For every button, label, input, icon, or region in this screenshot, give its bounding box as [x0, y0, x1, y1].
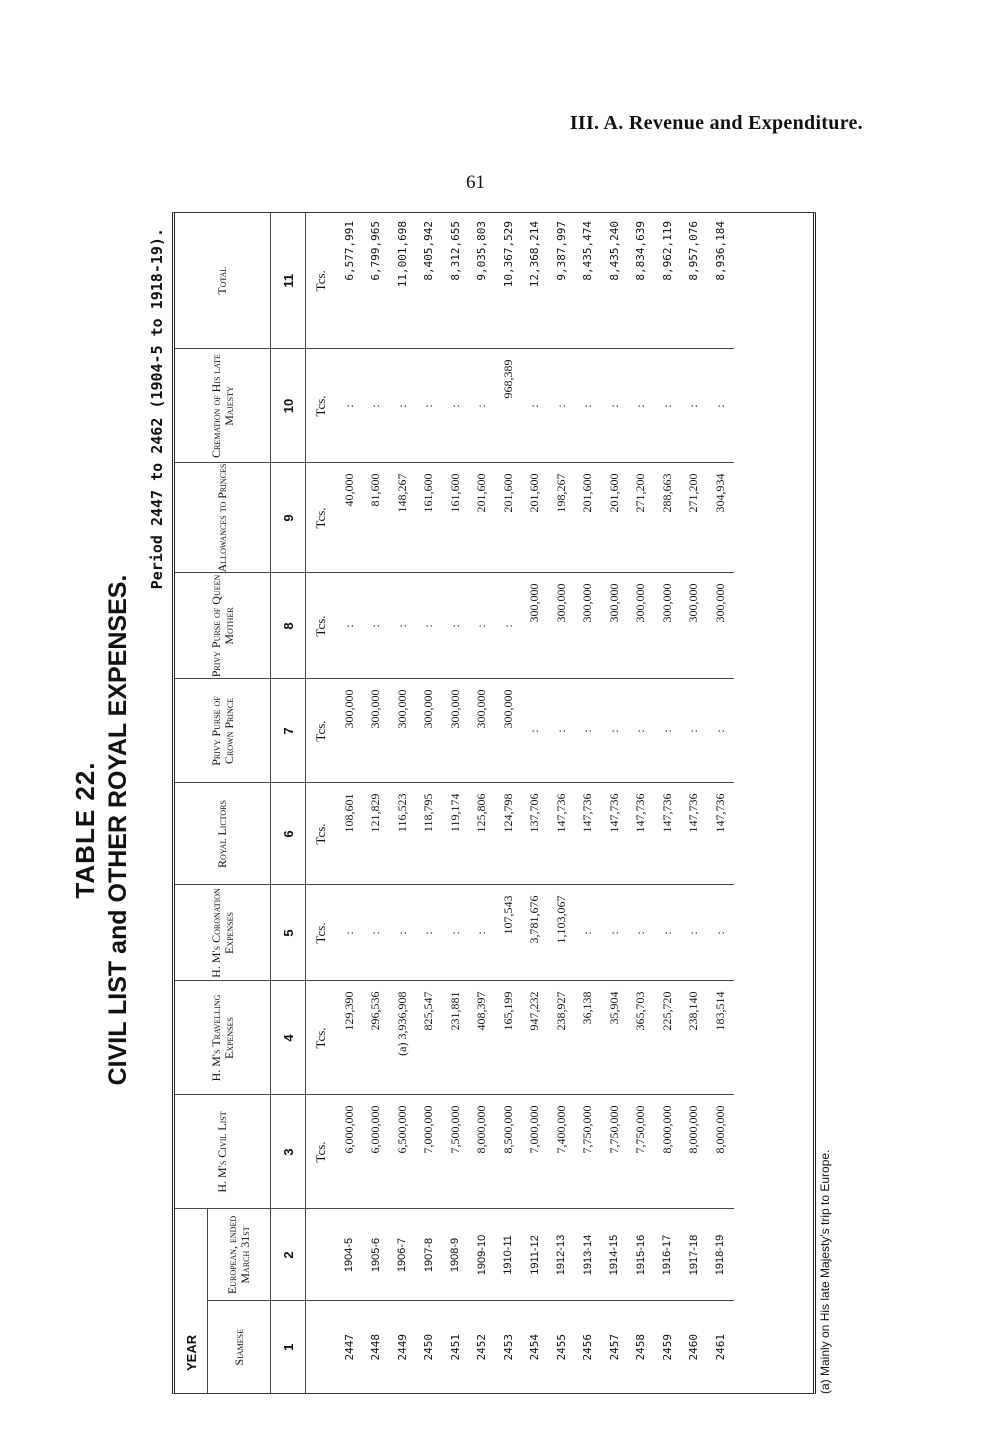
- unit-label: Tcs.: [306, 885, 337, 981]
- table-cell: 1909-10: [469, 1209, 496, 1301]
- table-cell: 2458: [628, 1301, 655, 1393]
- table-cell: 147,736: [707, 783, 734, 885]
- table-cell: 300,000: [681, 573, 708, 679]
- table-cell: 107,543: [495, 885, 522, 981]
- table-cell: 1911-12: [522, 1209, 549, 1301]
- table-cell: 238,927: [548, 981, 575, 1095]
- table-cell: 1913-14: [575, 1209, 602, 1301]
- table-cell: 7,000,000: [416, 1095, 443, 1209]
- unit-label: Tcs.: [306, 573, 337, 679]
- table-cell: 147,736: [575, 783, 602, 885]
- table-cell: 147,736: [654, 783, 681, 885]
- table-cell: 2450: [416, 1301, 443, 1393]
- table-cell: 296,536: [363, 981, 390, 1095]
- table-cell: 3,781,676: [522, 885, 549, 981]
- table-cell: 2449: [389, 1301, 416, 1393]
- table-row: [469, 213, 496, 1393]
- table-row: [548, 213, 575, 1393]
- table-cell: :: [416, 573, 443, 679]
- table-cell: :: [628, 885, 655, 981]
- col-header-2: European, ended March 31st: [208, 1209, 271, 1301]
- table-cell: 8,435,474: [581, 221, 595, 281]
- col-header-9: Allowances to Princes: [175, 463, 271, 573]
- table-cell: 121,829: [363, 783, 390, 885]
- table-cell: 1918-19: [707, 1209, 734, 1301]
- table-cell: 119,174: [442, 783, 469, 885]
- table-cell: 1912-13: [548, 1209, 575, 1301]
- table-row: [363, 213, 390, 1393]
- unit-label: Tcs.: [306, 783, 337, 885]
- table-cell: 1905-6: [363, 1209, 390, 1301]
- table-cell: 300,000: [336, 679, 363, 783]
- table-cell: :: [442, 573, 469, 679]
- table-cell: :: [575, 885, 602, 981]
- table-cell: 304,934: [707, 463, 734, 573]
- table-cell: 300,000: [469, 679, 496, 783]
- table-cell: :: [469, 885, 496, 981]
- table-cell: :: [522, 349, 549, 463]
- table-cell: 6,799,965: [369, 221, 383, 281]
- table-cell: 2456: [575, 1301, 602, 1393]
- page-number: 61: [466, 172, 485, 193]
- table-cell: 1917-18: [681, 1209, 708, 1301]
- table-cell: 7,400,000: [548, 1095, 575, 1209]
- table-cell: 108,601: [336, 783, 363, 885]
- table-cell: 201,600: [469, 463, 496, 573]
- col-num-4: 4: [271, 981, 306, 1095]
- table-cell: 1910-11: [495, 1209, 522, 1301]
- table-row: [416, 213, 443, 1393]
- table-cell: 9,035,803: [475, 221, 489, 281]
- table-row: [522, 213, 549, 1393]
- table-cell: 2448: [363, 1301, 390, 1393]
- table-cell: 148,267: [389, 463, 416, 573]
- table-cell: :: [654, 679, 681, 783]
- col-header-5: H. M's Coronation Expenses: [175, 885, 271, 981]
- table-cell: 2457: [601, 1301, 628, 1393]
- table-cell: 1,103,067: [548, 885, 575, 981]
- table-cell: :: [336, 349, 363, 463]
- table-cell: 7,500,000: [442, 1095, 469, 1209]
- table-cell: 201,600: [495, 463, 522, 573]
- table-row: [628, 213, 655, 1393]
- table-cell: 271,200: [628, 463, 655, 573]
- col-header-11: Total: [175, 213, 271, 349]
- table-cell: 300,000: [495, 679, 522, 783]
- table-cell: 11,001,698: [395, 221, 409, 288]
- col-num-11: 11: [271, 213, 306, 349]
- table-row: [389, 213, 416, 1393]
- table-cell: :: [654, 885, 681, 981]
- table-cell: :: [469, 573, 496, 679]
- table-cell: 2455: [548, 1301, 575, 1393]
- table-cell: :: [707, 885, 734, 981]
- table-cell: :: [601, 349, 628, 463]
- table-cell: 147,736: [601, 783, 628, 885]
- table-title: CIVIL LIST and OTHER ROYAL EXPENSES.: [104, 574, 132, 1086]
- table-cell: :: [442, 885, 469, 981]
- table-cell: 365,703: [628, 981, 655, 1095]
- table-cell: 225,720: [654, 981, 681, 1095]
- table-cell: 6,500,000: [389, 1095, 416, 1209]
- table-cell: 300,000: [548, 573, 575, 679]
- table-cell: 8,405,942: [422, 221, 436, 281]
- col-header-6: Royal Lictors: [175, 783, 271, 885]
- table-cell: 118,795: [416, 783, 443, 885]
- table-cell: 825,547: [416, 981, 443, 1095]
- table-cell: 129,390: [336, 981, 363, 1095]
- col-num-3: 3: [271, 1095, 306, 1209]
- table-cell: 1906-7: [389, 1209, 416, 1301]
- unit-label: Tcs.: [306, 679, 337, 783]
- table-cell: 2454: [522, 1301, 549, 1393]
- table-cell: 300,000: [363, 679, 390, 783]
- table-cell: 6,577,991: [342, 221, 356, 281]
- table-cell: 7,750,000: [575, 1095, 602, 1209]
- table-cell: 288,663: [654, 463, 681, 573]
- table-cell: :: [389, 885, 416, 981]
- table-cell: 116,523: [389, 783, 416, 885]
- table-cell: :: [681, 349, 708, 463]
- year-group-header: YEAR: [175, 1209, 208, 1393]
- table-cell: 300,000: [416, 679, 443, 783]
- col-num-1: 1: [271, 1301, 306, 1393]
- table-row: [654, 213, 681, 1393]
- col-num-5: 5: [271, 885, 306, 981]
- table-cell: 8,936,184: [713, 221, 727, 281]
- table-cell: :: [336, 573, 363, 679]
- unit-label: Tcs.: [306, 463, 337, 573]
- table-cell: :: [601, 679, 628, 783]
- table-cell: 8,000,000: [681, 1095, 708, 1209]
- table-cell: :: [575, 679, 602, 783]
- col-num-10: 10: [271, 349, 306, 463]
- table-cell: :: [681, 885, 708, 981]
- table-cell: 968,389: [495, 349, 522, 463]
- unit-row: [306, 213, 337, 1393]
- table-cell: 300,000: [601, 573, 628, 679]
- table-cell: 183,514: [707, 981, 734, 1095]
- table-cell: 8,000,000: [469, 1095, 496, 1209]
- table-row: [681, 213, 708, 1393]
- table-cell: 300,000: [654, 573, 681, 679]
- table-cell: 6,000,000: [363, 1095, 390, 1209]
- table-cell: :: [336, 885, 363, 981]
- table-cell: 161,600: [442, 463, 469, 573]
- table-cell: 147,736: [681, 783, 708, 885]
- table-cell: 2452: [469, 1301, 496, 1393]
- table-cell: 1907-8: [416, 1209, 443, 1301]
- table-cell: 201,600: [575, 463, 602, 573]
- col-header-8: Privy Purse of Queen Mother: [175, 573, 271, 679]
- table-row: [575, 213, 602, 1393]
- table-cell: 7,000,000: [522, 1095, 549, 1209]
- col-num-7: 7: [271, 679, 306, 783]
- table-cell: 1908-9: [442, 1209, 469, 1301]
- table-cell: 238,140: [681, 981, 708, 1095]
- table-cell: 2447: [336, 1301, 363, 1393]
- table-cell: 300,000: [575, 573, 602, 679]
- table-cell: 40,000: [336, 463, 363, 573]
- col-num-9: 9: [271, 463, 306, 573]
- table-cell: 7,750,000: [601, 1095, 628, 1209]
- table-cell: :: [681, 679, 708, 783]
- table-cell: :: [495, 573, 522, 679]
- table-cell: :: [628, 679, 655, 783]
- table-cell: 161,600: [416, 463, 443, 573]
- table-cell: 35,904: [601, 981, 628, 1095]
- table-period: Period 2447 to 2462 (1904-5 to 1918-19).: [148, 228, 166, 590]
- table-cell: 1914-15: [601, 1209, 628, 1301]
- table-cell: 2461: [707, 1301, 734, 1393]
- table-cell: :: [389, 573, 416, 679]
- table-cell: :: [707, 679, 734, 783]
- table-cell: :: [416, 349, 443, 463]
- table-cell: :: [363, 885, 390, 981]
- footnote: (a) Mainly on His late Majesty's trip to Europe.: [818, 1149, 832, 1394]
- table-cell: 2451: [442, 1301, 469, 1393]
- col-num-2: 2: [271, 1209, 306, 1301]
- table-cell: 198,267: [548, 463, 575, 573]
- table-cell: 36,138: [575, 981, 602, 1095]
- table-cell: 300,000: [522, 573, 549, 679]
- table-cell: (a) 3,936,908: [389, 981, 416, 1095]
- table-cell: :: [575, 349, 602, 463]
- table-cell: 408,397: [469, 981, 496, 1095]
- table-cell: 947,232: [522, 981, 549, 1095]
- col-header-10: Cremation of His late Majesty: [175, 349, 271, 463]
- table-cell: :: [363, 573, 390, 679]
- table-cell: 2460: [681, 1301, 708, 1393]
- table-cell: :: [469, 349, 496, 463]
- table-number: TABLE 22.: [70, 761, 100, 899]
- table-cell: 165,199: [495, 981, 522, 1095]
- table-cell: 300,000: [707, 573, 734, 679]
- col-header-3: H. M's Civil List: [175, 1095, 271, 1209]
- unit-label: Tcs.: [306, 349, 337, 463]
- table-cell: 8,000,000: [707, 1095, 734, 1209]
- table-cell: 124,798: [495, 783, 522, 885]
- table-cell: :: [389, 349, 416, 463]
- col-num-8: 8: [271, 573, 306, 679]
- table-row: [442, 213, 469, 1393]
- unit-label: Tcs.: [306, 1095, 337, 1209]
- table-cell: 7,750,000: [628, 1095, 655, 1209]
- table-row: [707, 213, 734, 1393]
- table-cell: 1916-17: [654, 1209, 681, 1301]
- table-cell: :: [601, 885, 628, 981]
- table-cell: 2459: [654, 1301, 681, 1393]
- table-cell: :: [654, 349, 681, 463]
- table-cell: 12,368,214: [528, 221, 542, 288]
- table-frame: [172, 212, 816, 1394]
- table-cell: :: [628, 349, 655, 463]
- table-cell: 81,600: [363, 463, 390, 573]
- table-cell: 8,312,655: [448, 221, 462, 281]
- unit-label: Tcs.: [313, 270, 328, 292]
- table-cell: 201,600: [601, 463, 628, 573]
- table-row: [601, 213, 628, 1393]
- table-cell: 2453: [495, 1301, 522, 1393]
- table-cell: 300,000: [389, 679, 416, 783]
- table-cell: 6,000,000: [336, 1095, 363, 1209]
- col-num-6: 6: [271, 783, 306, 885]
- table-cell: 8,962,119: [660, 221, 674, 281]
- table-cell: 271,200: [681, 463, 708, 573]
- table-cell: 8,000,000: [654, 1095, 681, 1209]
- table-cell: 125,806: [469, 783, 496, 885]
- col-header-7: Privy Purse of Crown Prince: [175, 679, 271, 783]
- table-cell: 1904-5: [336, 1209, 363, 1301]
- table-row: [495, 213, 522, 1393]
- section-header: III. A. Revenue and Expenditure.: [569, 112, 863, 134]
- table-cell: 147,736: [628, 783, 655, 885]
- table-cell: 1915-16: [628, 1209, 655, 1301]
- table-cell: 8,435,240: [607, 221, 621, 281]
- table-cell: :: [522, 679, 549, 783]
- table-cell: 300,000: [442, 679, 469, 783]
- table-cell: :: [416, 885, 443, 981]
- table-cell: 8,500,000: [495, 1095, 522, 1209]
- table-cell: 201,600: [522, 463, 549, 573]
- table-cell: :: [442, 349, 469, 463]
- table-cell: :: [363, 349, 390, 463]
- table-cell: :: [548, 349, 575, 463]
- table-cell: 9,387,997: [554, 221, 568, 281]
- col-header-4: H. M's Travelling Expenses: [175, 981, 271, 1095]
- table-cell: 10,367,529: [501, 221, 515, 288]
- table-cell: 137,706: [522, 783, 549, 885]
- col-header-1: Siamese: [208, 1301, 271, 1393]
- table-cell: :: [548, 679, 575, 783]
- table-cell: 8,834,639: [634, 221, 648, 281]
- table-cell: :: [707, 349, 734, 463]
- rotated-table-region: [60, 221, 940, 1430]
- data-table: [175, 213, 734, 1393]
- table-cell: 147,736: [548, 783, 575, 885]
- table-cell: 300,000: [628, 573, 655, 679]
- unit-label: Tcs.: [306, 981, 337, 1095]
- table-row: [336, 213, 363, 1393]
- table-cell: 8,957,076: [687, 221, 701, 281]
- table-cell: 231,881: [442, 981, 469, 1095]
